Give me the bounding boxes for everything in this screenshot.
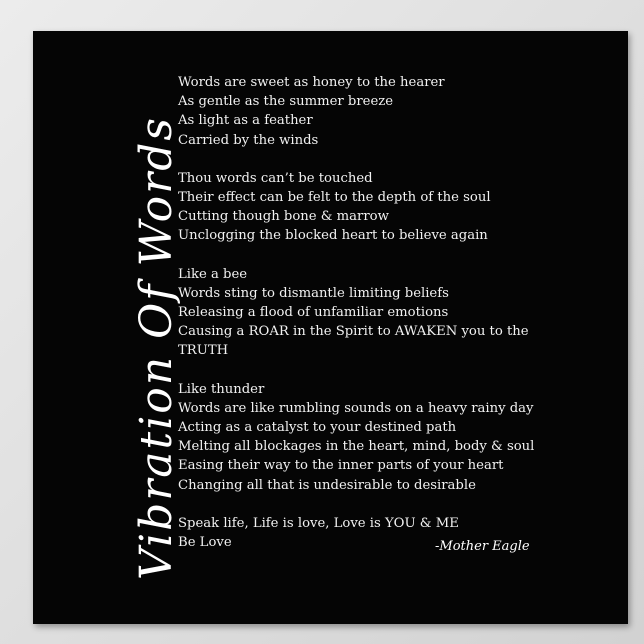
poem-line: As gentle as the summer breeze	[178, 94, 394, 110]
poster-title: Vibration Of Words	[131, 116, 182, 580]
poem-line: Like a bee	[178, 266, 248, 282]
poem	[178, 73, 618, 571]
stanza	[178, 514, 618, 552]
poem-line: Carried by the winds	[178, 132, 319, 148]
poem-line: As light as a feather	[178, 113, 313, 129]
poem-line: Cutting though bone & marrow	[178, 209, 389, 225]
poster	[33, 31, 628, 624]
poem-line: Causing a ROAR in the Spirit to AWAKEN you to the	[178, 324, 529, 340]
poem-line: Words sting to dismantle limiting beliefs	[178, 285, 449, 301]
poem-line: Words are sweet as honey to the hearer	[178, 75, 445, 90]
poem-line: Unclogging the blocked heart to believe again	[178, 228, 488, 244]
poem-line: TRUTH	[178, 343, 229, 359]
poem-line: Speak life, Life is love, Love is YOU & ME	[178, 515, 459, 531]
stanza	[178, 380, 618, 495]
poem-line: Words are like rumbling sounds on a heavy rainy day	[178, 400, 534, 416]
poem-line: Changing all that is undesirable to desirable	[178, 477, 476, 493]
poem-line: Acting as a catalyst to your destined path	[178, 420, 457, 436]
poem-line: Easing their way to the inner parts of your heart	[178, 458, 504, 474]
poem-line: Like thunder	[178, 381, 265, 397]
stanza	[178, 169, 618, 246]
poem-line: Melting all blockages in the heart, mind, body & soul	[178, 439, 535, 455]
stanza	[178, 73, 618, 150]
stanza	[178, 265, 618, 361]
poem-line: Be Love	[178, 535, 232, 551]
poem-line: Thou words can’t be touched	[178, 170, 373, 186]
poem-line: Releasing a flood of unfamiliar emotions	[178, 305, 449, 321]
signature: -Mother Eagle	[435, 539, 530, 554]
poem-line: Their effect can be felt to the depth of the soul	[178, 190, 491, 206]
